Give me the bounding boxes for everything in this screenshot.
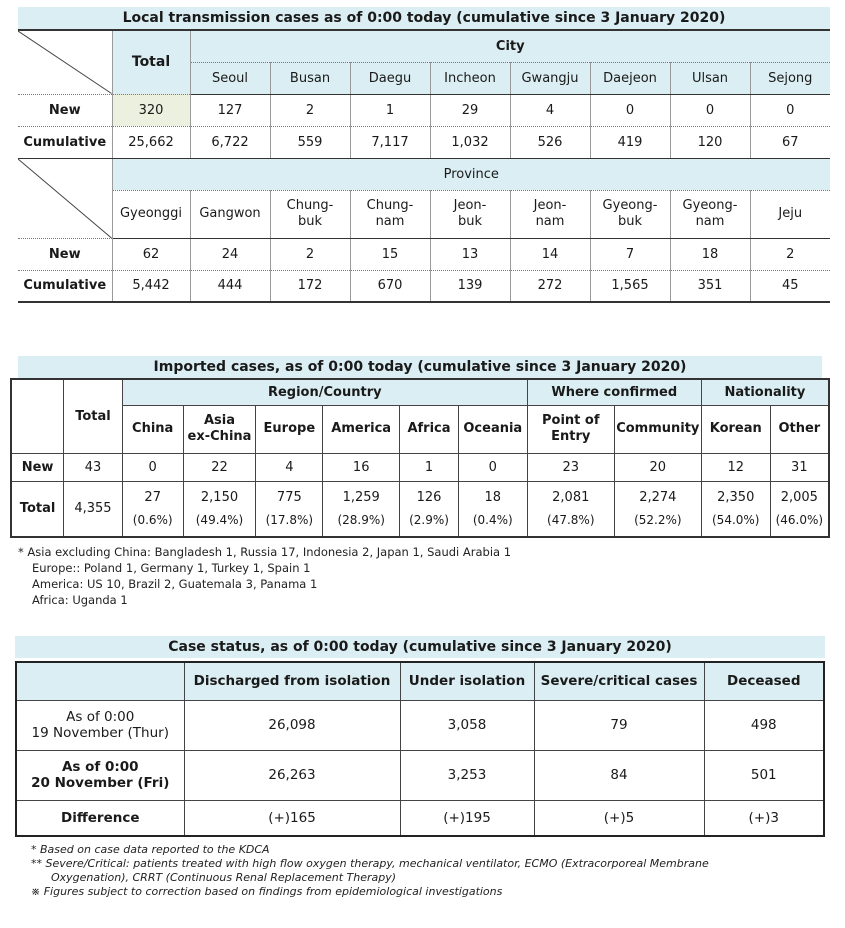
note-line: * Asia excluding China: Bangladesh 1, Russia 17, Indonesia 2, Japan 1, Saudi Arabia 1 — [18, 545, 512, 559]
row-label-line: As of 0:00 — [66, 709, 135, 725]
imported-column-header — [400, 405, 459, 453]
imported-title: Imported cases, as of 0:00 today (cumulative since 3 January 2020) — [18, 356, 822, 378]
province-cumulative-value: 45 — [750, 270, 830, 302]
local-new-value: 1 — [350, 94, 430, 126]
imported-column-header — [183, 405, 256, 453]
imported-total-header: Total — [64, 379, 123, 453]
province-header-line: Gyeong- — [682, 198, 738, 213]
status-header-isolation: Under isolation — [400, 662, 534, 700]
imported-total-value — [400, 481, 459, 537]
imported-total-count: 2,005 — [780, 490, 818, 506]
local-title: Local transmission cases as of 0:00 today (cumulative since 3 January 2020) — [18, 7, 830, 29]
nationality-header: Nationality — [701, 379, 829, 405]
province-cumulative-value: 139 — [430, 270, 510, 302]
local-table — [18, 29, 830, 303]
province-cumulative-label: Cumulative — [18, 270, 112, 302]
imported-column-header-line: Community — [616, 421, 700, 436]
imported-total-label: Total — [11, 481, 64, 537]
province-header-line: Jeon- — [533, 198, 567, 213]
local-new-value: 2 — [270, 94, 350, 126]
imported-new-value: 1 — [400, 453, 459, 481]
imported-column-header-line: Entry — [551, 429, 591, 444]
city-header: City — [190, 30, 830, 62]
status-value: 3,058 — [400, 700, 534, 750]
city-header-daegu: Daegu — [350, 62, 430, 94]
imported-column-header — [458, 405, 527, 453]
local-total-header: Total — [112, 30, 190, 94]
footnote-line: * Based on case data reported to the KDCA — [31, 843, 270, 856]
local-cumulative-value: 1,032 — [430, 126, 510, 158]
imported-total-percent: (0.6%) — [132, 513, 173, 528]
province-header-line: Gyeong- — [602, 198, 658, 213]
imported-column-header-line: China — [132, 421, 174, 436]
local-new-value: 127 — [190, 94, 270, 126]
row-label-line: As of 0:00 — [61, 759, 139, 775]
status-row-current — [16, 750, 824, 800]
imported-total-percent: (52.2%) — [634, 513, 682, 528]
province-cumulative-value: 1,565 — [590, 270, 670, 302]
imported-column-header-line: Oceania — [463, 421, 523, 436]
local-cumulative-value: 526 — [510, 126, 590, 158]
local-new-total: 320 — [112, 94, 190, 126]
imported-total-percent: (54.0%) — [712, 513, 760, 528]
imported-table — [10, 378, 830, 538]
imported-total-value — [614, 481, 701, 537]
status-value: (+)165 — [184, 800, 400, 836]
province-header-line: Chung- — [286, 198, 334, 213]
imported-new-value: 23 — [527, 453, 614, 481]
imported-notes — [18, 544, 830, 608]
local-new-value: 0 — [590, 94, 670, 126]
province-cumulative-value: 172 — [270, 270, 350, 302]
imported-new-total: 43 — [64, 453, 123, 481]
status-value: 26,263 — [184, 750, 400, 800]
province-header — [350, 190, 430, 238]
status-value: (+)5 — [534, 800, 704, 836]
note-line: America: US 10, Brazil 2, Guatemala 3, Panama 1 — [32, 577, 318, 591]
province-header-line: nam — [535, 214, 565, 229]
status-value: (+)3 — [704, 800, 824, 836]
imported-total-percent: (46.0%) — [775, 513, 824, 528]
province-header-line: Chung- — [366, 198, 414, 213]
province-header-line: buk — [297, 214, 323, 229]
imported-total-value — [122, 481, 183, 537]
imported-new-value: 0 — [122, 453, 183, 481]
province-cumulative-value: 272 — [510, 270, 590, 302]
imported-total-count: 2,150 — [200, 490, 239, 506]
imported-new-value: 31 — [770, 453, 829, 481]
imported-total-value — [458, 481, 527, 537]
imported-total-count: 126 — [416, 490, 442, 506]
imported-total-percent: (28.9%) — [337, 513, 385, 528]
imported-new-value: 4 — [256, 453, 323, 481]
imported-total-value — [770, 481, 829, 537]
imported-new-value: 20 — [614, 453, 701, 481]
province-header-line: Gyeonggi — [119, 206, 183, 221]
diagonal-header-cell — [18, 30, 112, 94]
province-header — [750, 190, 830, 238]
imported-total-value — [323, 481, 400, 537]
province-header — [590, 190, 670, 238]
imported-section — [10, 356, 830, 608]
imported-corner-cell — [11, 379, 64, 453]
city-header-daejeon: Daejeon — [590, 62, 670, 94]
province-cumulative-value: 670 — [350, 270, 430, 302]
imported-total-count: 2,081 — [552, 490, 590, 506]
imported-column-header-line: Asia — [203, 413, 236, 428]
imported-column-header-line: Korean — [709, 421, 762, 436]
province-header-line: Jeon- — [453, 198, 487, 213]
city-header-sejong: Sejong — [750, 62, 830, 94]
imported-total-value — [701, 481, 770, 537]
status-corner-cell — [16, 662, 184, 700]
footnote-line: ** Severe/Critical: patients treated with high flow oxygen therapy, mechanical ventilator, ECMO (Extracorporeal Membrane — [31, 857, 709, 870]
province-new-value: 2 — [750, 238, 830, 270]
row-label-line: 19 November (Thur) — [31, 725, 169, 741]
status-row-label — [16, 700, 184, 750]
where-confirmed-header: Where confirmed — [527, 379, 701, 405]
province-header — [190, 190, 270, 238]
province-header: Province — [112, 158, 830, 190]
province-new-value: 18 — [670, 238, 750, 270]
status-row-prev — [16, 700, 824, 750]
imported-total-count: 18 — [484, 490, 502, 506]
province-header-line: nam — [695, 214, 725, 229]
city-header-seoul: Seoul — [190, 62, 270, 94]
local-new-value: 4 — [510, 94, 590, 126]
imported-total-value — [527, 481, 614, 537]
local-cumulative-label: Cumulative — [18, 126, 112, 158]
imported-column-header-line: America — [331, 421, 392, 436]
status-table — [15, 661, 825, 837]
province-new-value: 13 — [430, 238, 510, 270]
status-value: 3,253 — [400, 750, 534, 800]
region-country-header: Region/Country — [122, 379, 527, 405]
imported-column-header-line: Africa — [407, 421, 451, 436]
province-new-value: 14 — [510, 238, 590, 270]
local-cumulative-value: 6,722 — [190, 126, 270, 158]
imported-new-value: 0 — [458, 453, 527, 481]
local-cumulative-value: 120 — [670, 126, 750, 158]
local-cumulative-value: 419 — [590, 126, 670, 158]
province-cumulative-value: 444 — [190, 270, 270, 302]
province-new-value: 7 — [590, 238, 670, 270]
imported-column-header — [256, 405, 323, 453]
province-new-value: 62 — [112, 238, 190, 270]
province-header-line: Gangwon — [199, 206, 261, 221]
imported-total-percent: (17.8%) — [265, 513, 314, 528]
local-cumulative-value: 67 — [750, 126, 830, 158]
imported-column-header — [122, 405, 183, 453]
footnote-line: ※ Figures subject to correction based on findings from epidemiological investigations — [31, 885, 503, 898]
status-value: 498 — [704, 700, 824, 750]
province-header-line: nam — [375, 214, 405, 229]
city-header-busan: Busan — [270, 62, 350, 94]
case-status-section — [15, 636, 825, 899]
status-difference-label: Difference — [16, 800, 184, 836]
imported-column-header — [614, 405, 701, 453]
province-new-value: 2 — [270, 238, 350, 270]
city-header-gwangju: Gwangju — [510, 62, 590, 94]
local-new-value: 0 — [750, 94, 830, 126]
status-header-severe: Severe/critical cases — [534, 662, 704, 700]
imported-total-count: 2,350 — [717, 490, 755, 506]
local-transmission-section — [18, 7, 830, 303]
local-cumulative-total: 25,662 — [112, 126, 190, 158]
province-header-line: Jeju — [778, 206, 803, 221]
province-new-value: 15 — [350, 238, 430, 270]
imported-column-header — [770, 405, 829, 453]
imported-total-value — [256, 481, 323, 537]
imported-total-value — [183, 481, 256, 537]
status-header-deceased: Deceased — [704, 662, 824, 700]
imported-column-header-line: Point of — [542, 413, 600, 428]
imported-total-percent: (49.4%) — [195, 513, 244, 528]
imported-column-header — [701, 405, 770, 453]
imported-total-count: 27 — [144, 490, 161, 506]
imported-column-header-line: Other — [778, 421, 821, 436]
province-header — [670, 190, 750, 238]
imported-new-value: 12 — [701, 453, 770, 481]
imported-column-header-line: Europe — [263, 421, 316, 436]
province-header — [510, 190, 590, 238]
note-line: Africa: Uganda 1 — [32, 593, 128, 607]
local-new-value: 0 — [670, 94, 750, 126]
status-value: 26,098 — [184, 700, 400, 750]
status-row-label — [16, 750, 184, 800]
diagonal-header-cell — [18, 158, 112, 238]
province-new-value: 24 — [190, 238, 270, 270]
status-title: Case status, as of 0:00 today (cumulative since 3 January 2020) — [15, 636, 825, 658]
province-new-label: New — [18, 238, 112, 270]
province-cumulative-value: 351 — [670, 270, 750, 302]
local-new-value: 29 — [430, 94, 510, 126]
city-header-ulsan: Ulsan — [670, 62, 750, 94]
status-value: 79 — [534, 700, 704, 750]
province-header — [270, 190, 350, 238]
city-header-incheon: Incheon — [430, 62, 510, 94]
imported-total-percent: (2.9%) — [409, 513, 449, 528]
status-value: 84 — [534, 750, 704, 800]
row-label-line: 20 November (Fri) — [31, 775, 170, 791]
imported-column-header — [323, 405, 400, 453]
province-cumulative-value: 5,442 — [112, 270, 190, 302]
status-value: (+)195 — [400, 800, 534, 836]
imported-total-total: 4,355 — [64, 481, 123, 537]
imported-new-value: 16 — [323, 453, 400, 481]
status-value: 501 — [704, 750, 824, 800]
note-line: Europe:: Poland 1, Germany 1, Turkey 1, Spain 1 — [32, 561, 311, 575]
status-row-difference — [16, 800, 824, 836]
imported-column-header — [527, 405, 614, 453]
province-header — [112, 190, 190, 238]
status-header-discharged: Discharged from isolation — [184, 662, 400, 700]
local-cumulative-value: 7,117 — [350, 126, 430, 158]
imported-total-percent: (47.8%) — [547, 513, 595, 528]
local-cumulative-value: 559 — [270, 126, 350, 158]
imported-total-count: 1,259 — [342, 490, 380, 506]
province-header-line: buk — [617, 214, 643, 229]
status-footnotes — [31, 843, 825, 899]
imported-total-percent: (0.4%) — [472, 513, 513, 528]
footnote-line: Oxygenation), CRRT (Continuous Renal Replacement Therapy) — [51, 871, 397, 884]
province-header-line: buk — [457, 214, 483, 229]
imported-total-count: 775 — [276, 490, 302, 506]
imported-new-value: 22 — [183, 453, 256, 481]
imported-column-header-line: ex-China — [187, 429, 252, 444]
province-header — [430, 190, 510, 238]
imported-new-label: New — [11, 453, 64, 481]
local-new-label: New — [18, 94, 112, 126]
imported-total-count: 2,274 — [639, 490, 677, 506]
